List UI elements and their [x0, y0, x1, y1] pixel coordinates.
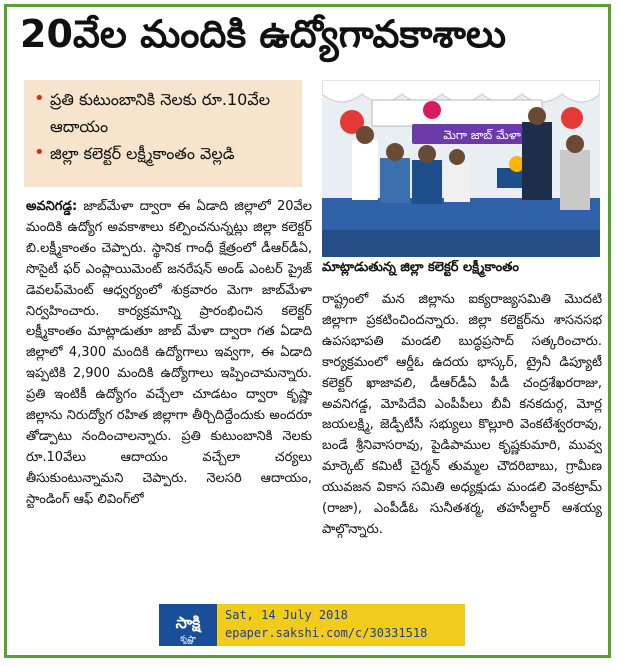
logo-sub: కృష్ణా	[180, 634, 196, 643]
logo-text: సాక్షి	[175, 613, 201, 632]
article-paragraph	[26, 197, 312, 511]
highlight-text: ప్రతి కుటుంబానికి నెలకు రూ.10వేల ఆదాయం	[50, 90, 271, 136]
article-right-column	[322, 290, 602, 590]
event-photo-illustration	[322, 80, 600, 257]
article-paragraph: రాష్ట్రంలో మన జిల్లాను ఐక్యరాజ్యసమితి మొదటి జిల్లాగా ప్రకటించిందన్నారు. జిల్లా కలెక్టర్‌ను శాసనసభ ఉపసభాపతి మండలి బుద్ధప్రసాద్‌ సత్కరించారు. కార్యక్రమంలో ఆర్డీఓ ఉదయ భాస్కర్‌, ట్రైనీ డిప్యూటీ కలెక్టర్‌ ఖాజావలి, డీఆర్‌డీఏ పీడీ చంద్రశేఖరరాజు, అవనిగడ్డ, మోపిదేవి ఎంపీపీలు బీవీ కనకదుర్గ, మోర్ల జయలక్ష్మి, జెడ్పీటీసీ సభ్యులు కొల్లూరి వెంకటేశ్వరరావు, బండే శ్రీనివాసరావు, పైడిపాముల కృష్ణకుమారి, మువ్వ మార్కెట్‌ కమిటీ చైర్మన్‌ తుమ్మల చౌదరిబాబు, గ్రామీణ యువజన వికాస సమితి అధ్యక్షుడు మండలి వెంకట్రామ్‌ (రాజా), ఎంపీడీఓ సునీతశర్మ, తహసీల్దార్‌ ఆశయ్య పాల్గొన్నారు.	[322, 292, 602, 537]
photo-caption: మాట్లాడుతున్న జిల్లా కలెక్టర్‌ లక్ష్మీకాంతం	[322, 260, 519, 275]
sakshi-logo	[159, 604, 217, 646]
publication-date: Sat, 14 July 2018	[225, 608, 348, 622]
highlights-box	[24, 80, 302, 187]
article-left-column	[26, 197, 312, 627]
highlight-item	[34, 140, 296, 167]
headline: 20వేల మందికి ఉద్యోగావకాశాలు	[20, 12, 506, 56]
bullet-icon: •	[34, 88, 45, 109]
event-photo	[322, 80, 600, 257]
banner-text: మెగా జాబ్‌ మేళా	[443, 128, 521, 142]
article-body: జాబ్‌మేళా ద్వారా ఈ ఏడాది జిల్లాలో 20వేల మందికి ఉద్యోగ అవకాశాలు కల్పించనున్నట్లు జిల్లా కలెక్టర్‌ బి.లక్ష్మీకాంతం చెప్పారు. స్థానిక గాంధీ క్షేత్రంలో డీఆర్‌డీఏ, సొసైటీ ఫర్‌ ఎంప్లాయిమెంట్‌ జనరేషన్‌ అండ్‌ ఎంటర్‌ ప్రైజ్‌ డెవలప్‌మెంట్‌ ఆధ్వర్యంలో శుక్రవారం మెగా జాబ్‌మేళా నిర్వహించారు. కార్యక్రమాన్ని ప్రారంభించిన కలెక్టర్‌ లక్ష్మీకాంతం మాట్లాడుతూ జాబ్‌ మేళా ద్వారా గత ఏడాది జిల్లాలో 4,300 మందికి ఉద్యోగాలు ఇవ్వగా, ఈ ఏడాది ఇప్పటికి 2,900 మందికి ఉద్యోగాలు ఇప్పించామన్నారు. ప్రతి ఇంటికీ ఉద్యోగం వచ్చేలా చూడటం ద్వారా కృష్ణా జిల్లాను నిరుద్యోగ రహిత జిల్లాగా తీర్చిదిద్దేందుకు అందరూ తోడ్పాటు నందించాలన్నారు. ప్రతి కుటుంబానికి నెలకు రూ.10వేలు ఆదాయం వచ్చేలా చర్యలు తీసుకుంటున్నామని చెప్పారు. నెలసరి ఆదాయం, స్టాండింగ్‌ ఆఫ్‌ లివింగ్‌లో	[26, 199, 312, 507]
bullet-icon: •	[34, 142, 45, 163]
source-footer	[159, 604, 465, 646]
highlight-item	[34, 86, 296, 140]
epaper-url[interactable]: epaper.sakshi.com/c/30331518	[225, 626, 428, 640]
highlight-text: జిల్లా కలెక్టర్‌ లక్ష్మీకాంతం వెల్లడి	[50, 144, 235, 163]
dateline: అవనిగడ్డ:	[26, 199, 78, 214]
